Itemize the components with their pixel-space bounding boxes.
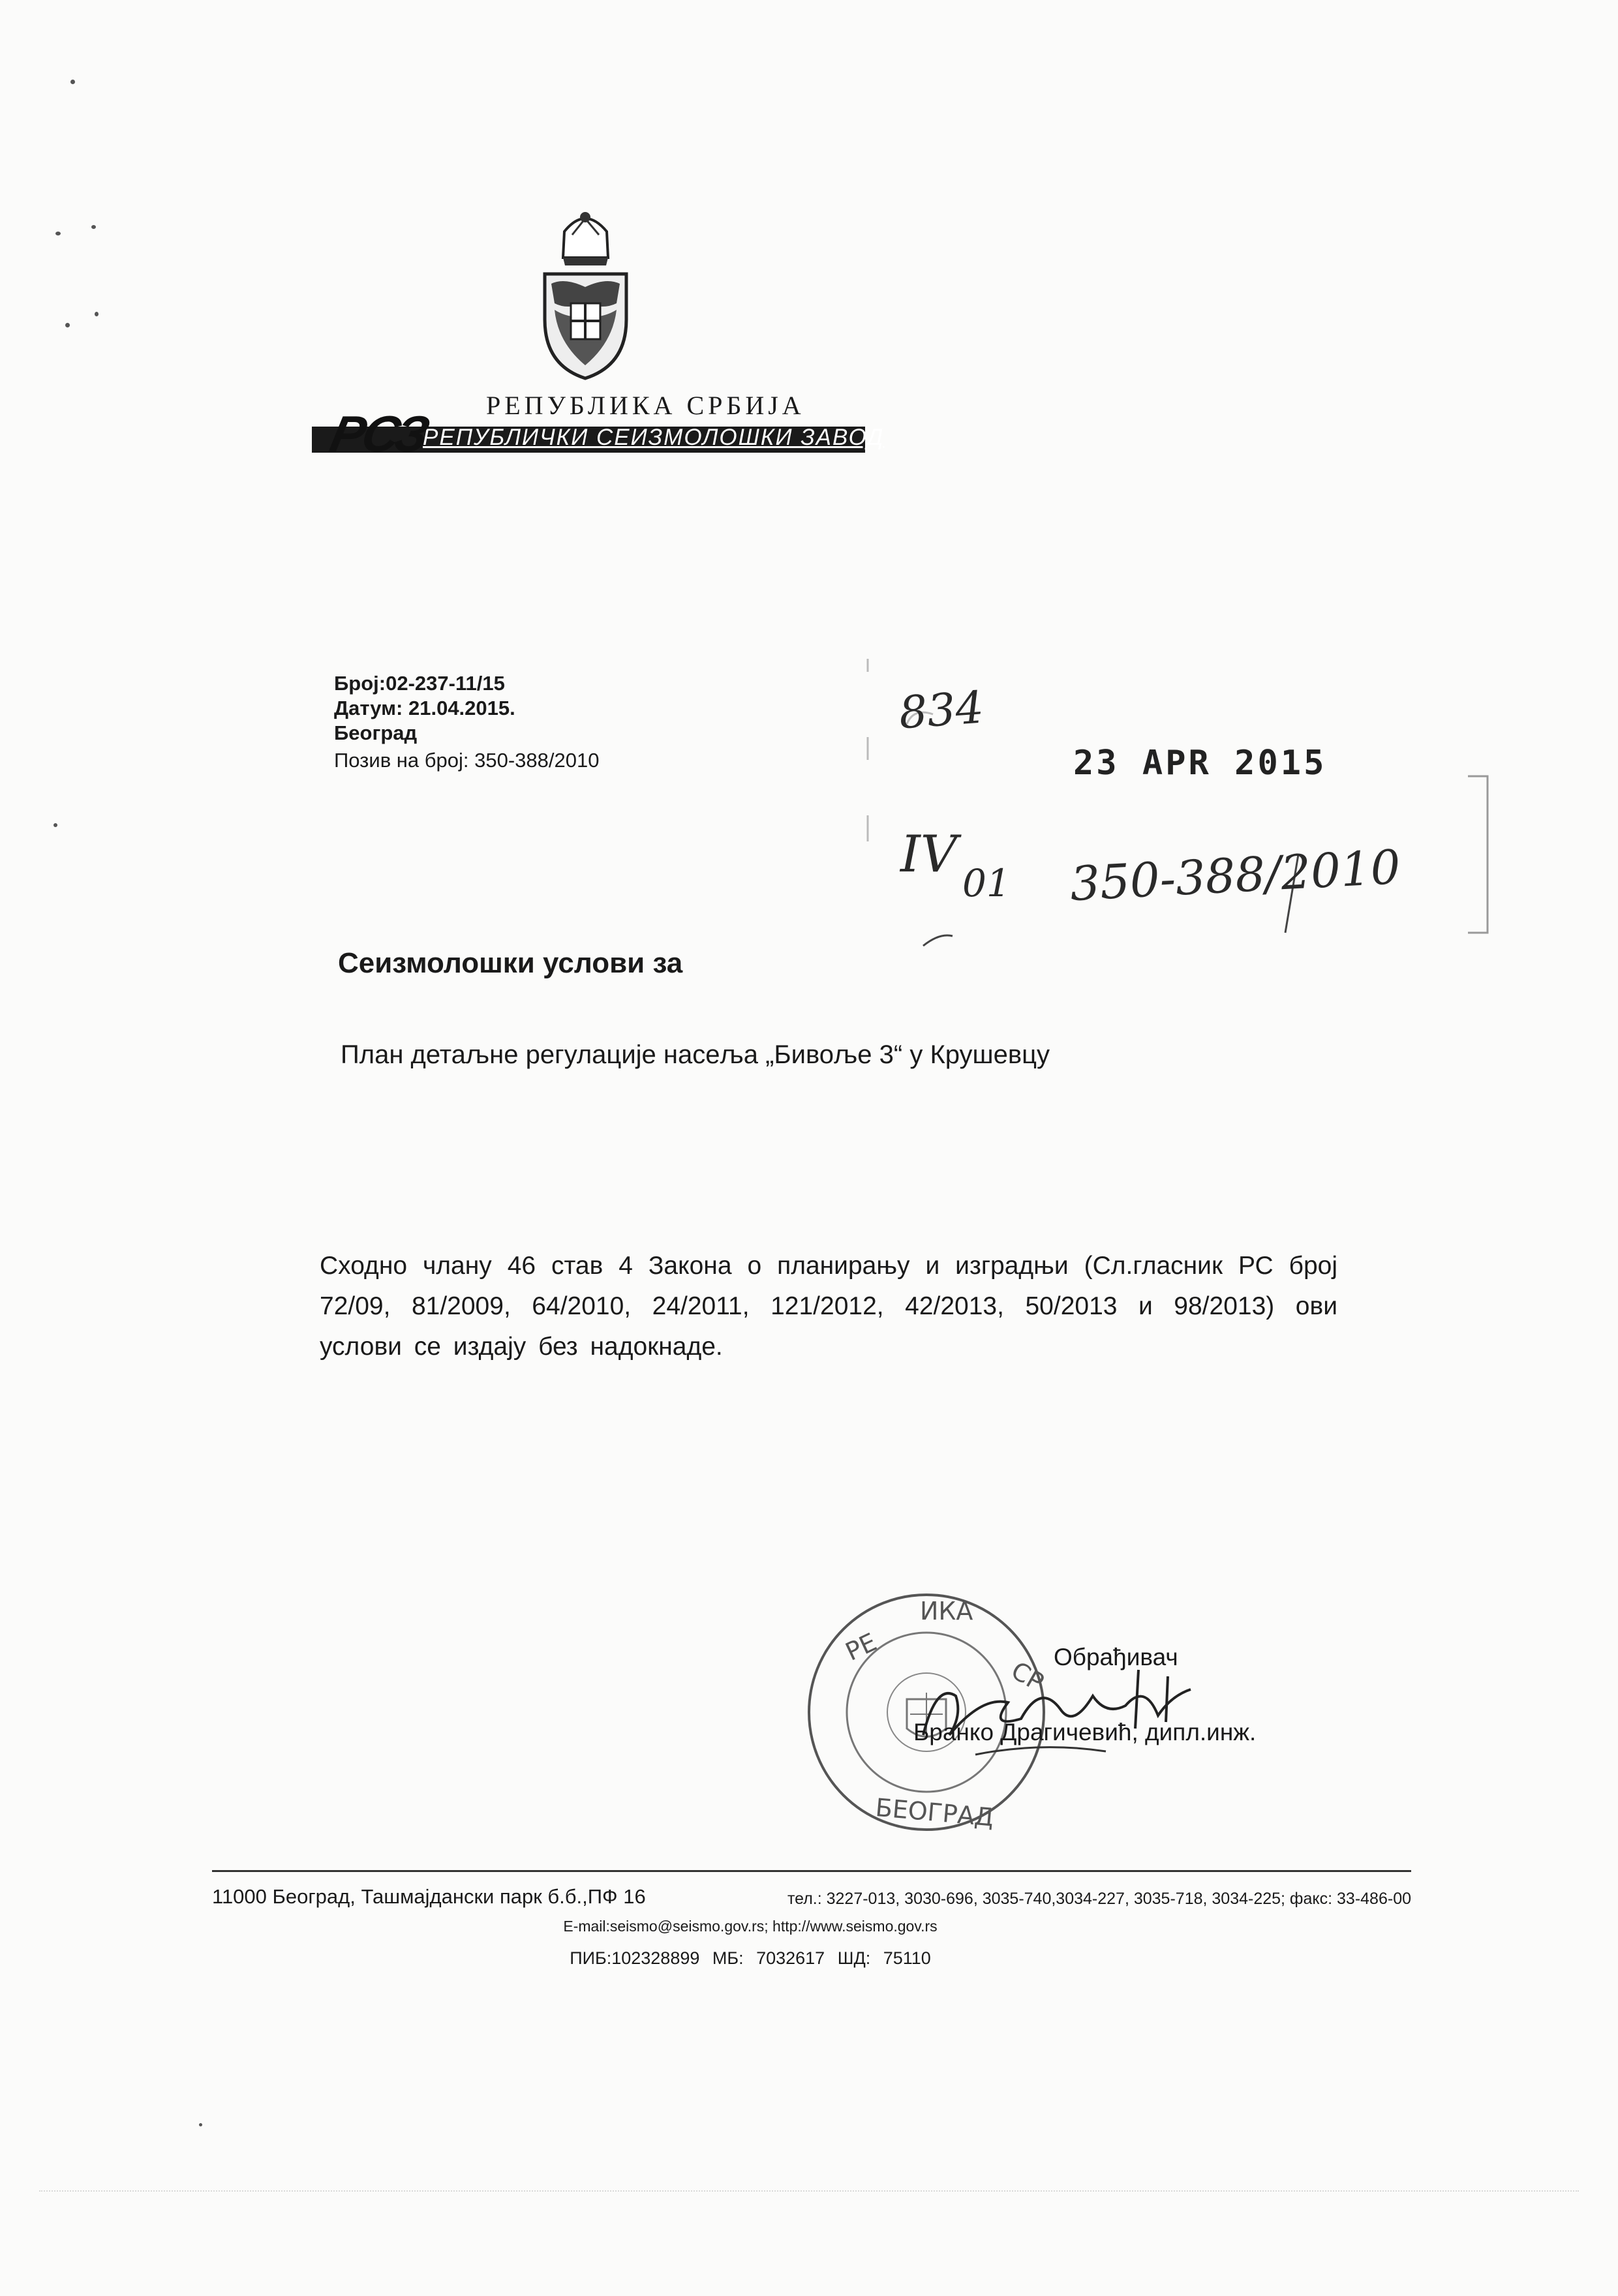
footer-contact: тел.: 3227-013, 3030-696, 3035-740,3034-227, 3035-718, 3034-225; факс: 33-486-00 [787,1890,1411,1908]
serbian-coat-of-arms-icon [538,205,633,382]
country-title: РЕПУБЛИКА СРБИЈА [486,391,805,420]
scan-speck [95,312,99,316]
receipt-entry-number: 834 [897,682,986,740]
processor-name: Бранко Драгичевић, дипл.инж. [913,1719,1257,1745]
reference-city: Београд [334,721,418,744]
footer-web: E-mail:seismo@seismo.gov.rs; http://www.seismo.gov.rs [563,1918,938,1935]
scan-speck [53,823,57,827]
svg-text:РЕ: РЕ [841,1627,881,1667]
reference-call-number: Позив на број: 350-388/2010 [334,749,600,772]
svg-text:ИКА: ИКА [920,1597,973,1625]
scan-speck [70,80,75,84]
reference-date: Датум: 21.04.2015. [334,697,515,719]
receipt-dept: 01 [962,861,1011,905]
processor-label: Обрађивач [1054,1644,1178,1670]
institution-name: РЕПУБЛИЧКИ СЕИЗМОЛОШКИ ЗАВОД [423,425,885,450]
receipt-file-number: 350-388/2010 [1069,839,1402,912]
footer-address: 11000 Београд, Ташмајдански парк б.б.,ПФ 16 [212,1885,646,1908]
scan-speck [65,323,70,327]
subject-heading: Сеизмолошки услови за [338,947,683,979]
scan-speck [55,232,61,235]
svg-text:БЕОГРАД: БЕОГРАД [874,1792,995,1832]
signature [910,1657,1210,1768]
scan-speck [91,225,96,229]
subject-text: План детаљне регулације насеља „Бивоље 3“ у Крушевцу [341,1040,1050,1069]
footer-divider [212,1870,1411,1872]
body-paragraph: Сходно члану 46 став 4 Закона о планирању и изградњи (Сл.гласник РС број 72/09, 81/2009, 64/2010, 24/2011, 121/2012, 42/2013, 50/2013 и 98/2013) ови услови се издају без надокнаде. [320,1252,1337,1361]
receipt-date: 23 APR 2015 [1073,744,1327,783]
svg-text:СР: СР [1006,1655,1049,1697]
reference-number: Број:02-237-11/15 [334,672,505,695]
receipt-unit: IV [900,825,958,884]
rsz-logo: РСЗ [325,405,433,462]
footer-ids: ПИБ:102328899 МБ: 7032617 ШД: 75110 [570,1948,931,1968]
scan-speck [199,2123,202,2126]
scan-line [39,2190,1579,2192]
